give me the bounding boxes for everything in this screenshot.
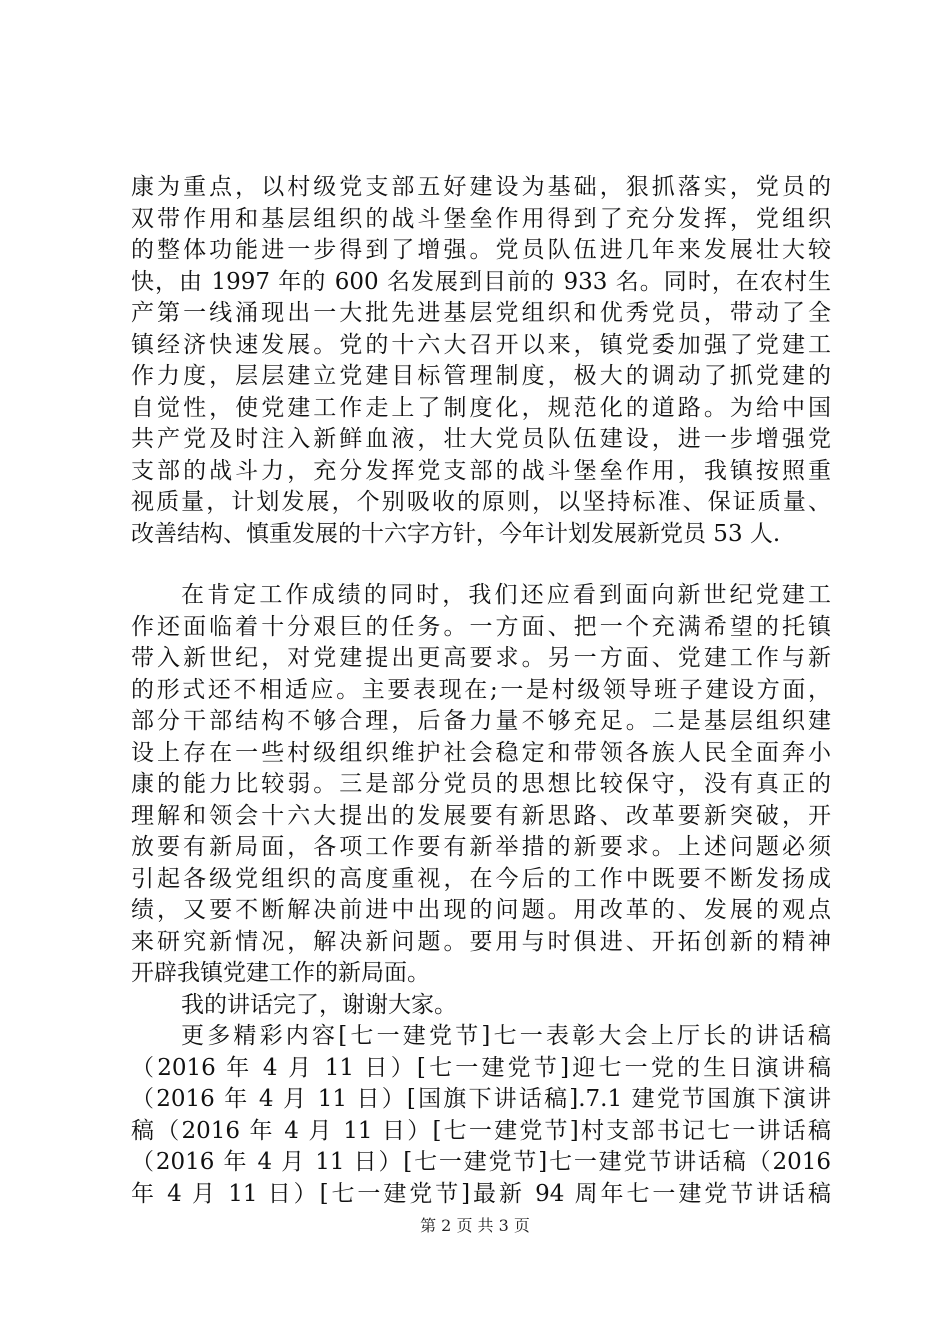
text-line: 作还面临着十分艰巨的任务。一方面、把一个充满希望的托镇 [131,613,831,640]
text-line: 带入新世纪，对党建提出更高要求。另一方面、党建工作与新 [131,645,831,671]
paragraph-related-content [131,1021,831,1210]
text-line: （2016 年 4 月 11 日）[七一建党节]迎七一党的生日演讲稿 [131,1054,831,1081]
text-line: 作力度，层层建立党建目标管理制度，极大的调动了抓党建的 [131,363,831,389]
text-line: （2016 年 4 月 11 日）[七一建党节]七一建党节讲话稿（2016 [131,1149,831,1175]
text-line: 设上存在一些村级组织维护社会稳定和带领各族人民全面奔小 [131,739,831,766]
text-line: 自觉性，使党建工作走上了制度化，规范化的道路。为给中国 [131,394,831,421]
text-line: 放要有新局面，各项工作要有新举措的新要求。上述问题必须 [131,834,831,860]
text-line: 在肯定工作成绩的同时，我们还应看到面向新世纪党建工 [181,582,831,608]
text-line: 引起各级党组织的高度重视，在今后的工作中既要不断发扬成 [131,865,831,892]
text-line: 视质量，计划发展，个别吸收的原则，以坚持标准、保证质量、 [131,489,831,515]
text-line: 产第一线涌现出一大批先进基层党组织和优秀党员，带动了全 [131,300,831,326]
text-line: 的整体功能进一步得到了增强。党员队伍进几年来发展壮大较 [131,237,831,263]
page-number-footer: 第 2 页 共 3 页 [420,1216,530,1235]
text-line: 改善结构、慎重发展的十六字方针，今年计划发展新党员 53 人. [131,520,781,547]
text-line: 年 4 月 11 日）[七一建党节]最新 94 周年七一建党节讲话稿 [131,1180,831,1207]
paragraph-closing [131,990,831,1022]
text-line: 开辟我镇党建工作的新局面。 [131,960,430,986]
text-line: 共产党及时注入新鲜血液，壮大党员队伍建设，进一步增强党 [131,426,831,452]
text-line: 镇经济快速发展。党的十六大召开以来，镇党委加强了党建工 [131,331,831,358]
text-line: 来研究新情况，解决新问题。要用与时俱进、开拓创新的精神 [131,928,831,955]
text-line: 康的能力比较弱。三是部分党员的思想比较保守，没有真正的 [131,771,831,797]
paragraph-party-building-achievements [131,172,831,550]
text-line: 快，由 1997 年的 600 名发展到目前的 933 名。同时，在农村生 [131,268,831,295]
text-line: 康为重点，以村级党支部五好建设为基础，狠抓落实，党员的 [131,174,831,200]
text-line: （2016 年 4 月 11 日）[国旗下讲话稿].7.1 建党节国旗下演讲 [131,1086,831,1112]
text-line: 双带作用和基层组织的战斗堡垒作用得到了充分发挥，党组织 [131,205,831,232]
paragraph-spacer [131,550,831,580]
text-line: 绩，又要不断解决前进中出现的问题。用改革的、发展的观点 [131,897,831,923]
text-line: 更多精彩内容[七一建党节]七一表彰大会上厅长的讲话稿 [181,1023,831,1049]
document-body [131,172,831,1210]
text-line: 我的讲话完了，谢谢大家。 [181,991,457,1018]
paragraph-challenges [131,580,831,990]
text-line: 部分干部结构不够合理，后备力量不够充足。二是基层组织建 [131,708,831,734]
text-line: 稿（2016 年 4 月 11 日）[七一建党节]村支部书记七一讲话稿 [131,1117,831,1144]
text-line: 的形式还不相适应。主要表现在;一是村级领导班子建设方面， [131,676,831,703]
text-line: 理解和领会十六大提出的发展要有新思路、改革要新突破，开 [131,802,831,829]
text-line: 支部的战斗力，充分发挥党支部的战斗堡垒作用，我镇按照重 [131,457,831,484]
